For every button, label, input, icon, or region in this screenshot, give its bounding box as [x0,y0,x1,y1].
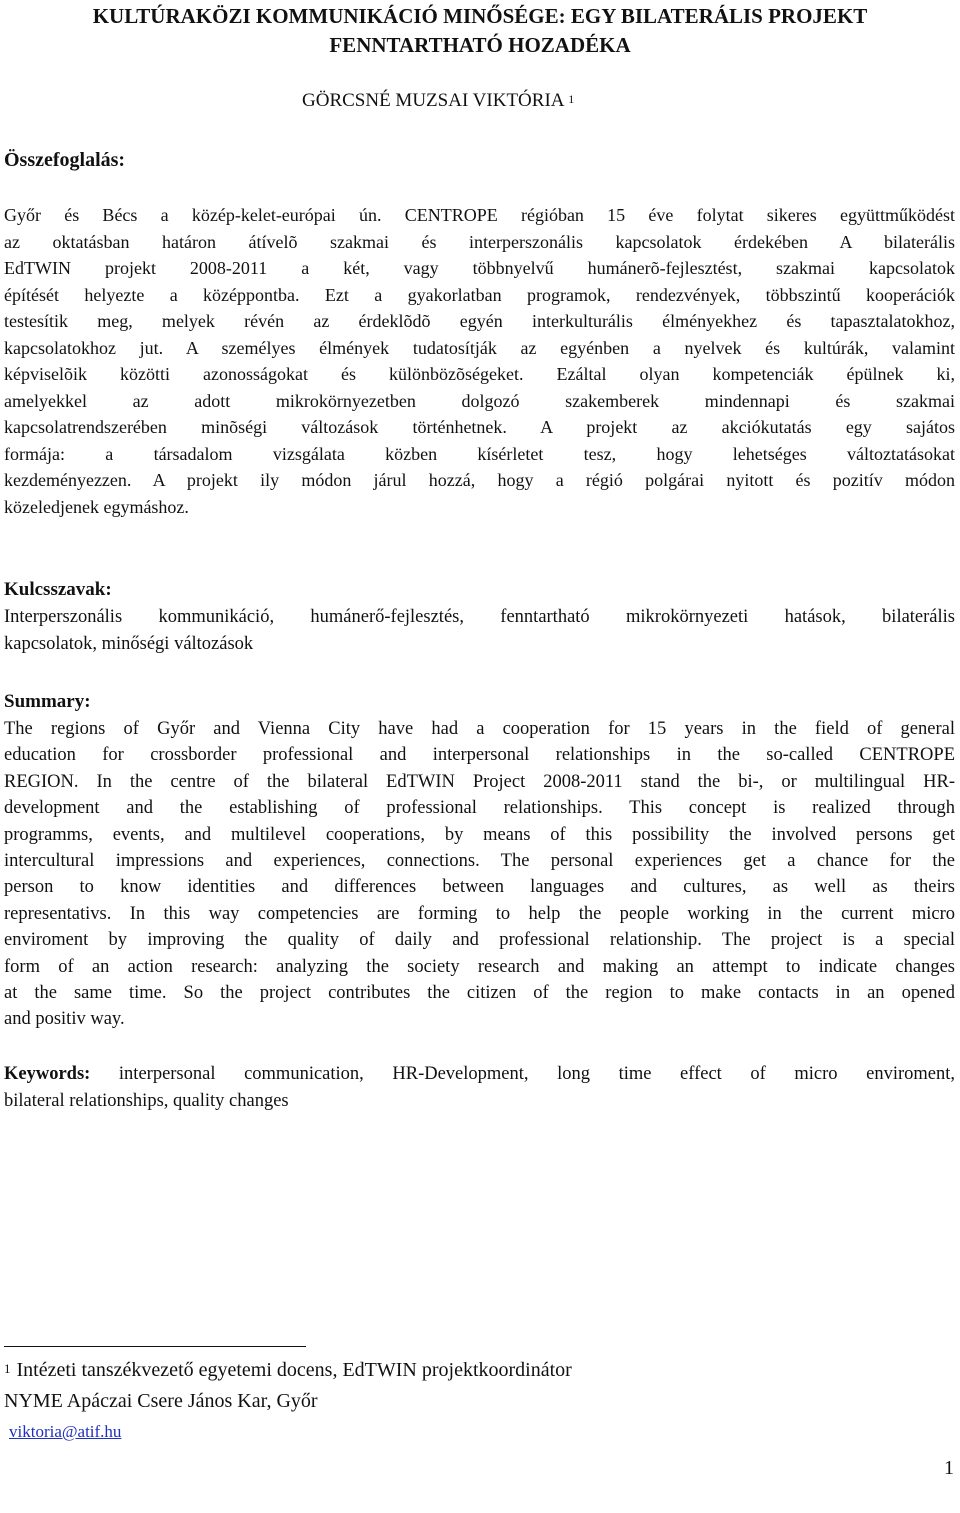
author-footnote-mark: 1 [568,92,575,106]
text-line: Interperszonális kommunikáció, humánerő-fejlesztés, fenntartható mikrokörnyezeti hatások, bilaterális [4,607,955,627]
text-line: The regions of Győr and Vienna City have had a cooperation for 15 years in the field of general [4,719,955,739]
abstract-hu-body [4,202,955,520]
text-line: and positiv way. [4,1009,125,1030]
text-line: REGION. In the centre of the bilateral EdTWIN Project 2008-2011 stand the bi-, or multilingual HR- [4,771,955,792]
keywords-en-text-1: interpersonal communication, HR-Development, long time effect of micro enviroment, [90,1064,955,1084]
abstract-hu-heading: Összefoglalás: [4,149,126,171]
text-line: development and the establishing of professional relationships. This concept is realized through [4,798,955,819]
author-name [302,88,574,114]
footnote-separator [4,1346,306,1347]
text-line: kapcsolatrendszerében minõségi változások történhetnek. A projekt az akciókutatás egy sajátos [4,417,955,437]
footnote-mark: 1 [4,1361,11,1376]
keywords-en-line-2: bilateral relationships, quality changes [4,1091,289,1111]
text-line: formája: a társadalom vizsgálata közben kísérletet tesz, hogy lehetséges változtatásokat [4,443,955,464]
text-line: az oktatásban határon átívelõ szakmai és interperszonális kapcsolatok érdekében A bilaterális [4,231,955,252]
text-line: képviselõik közötti azonosságokat és különbözõségeket. Ezáltal olyan kompetenciák épülnek ki, [4,364,955,384]
footnote-line-1 [4,1356,572,1385]
text-line: person to know identities and differences between languages and cultures, as well as theirs [4,877,955,898]
footnote-affiliation: Intézeti tanszékvezető egyetemi docens, EdTWIN projektkoordinátor [16,1359,572,1381]
text-line: közeledjenek egymáshoz. [4,496,189,517]
text-line: EdTWIN projekt 2008-2011 a két, vagy többnyelvű humánerõ-fejlesztést, szakmai kapcsolatok [4,258,955,278]
text-line: at the same time. So the project contributes the citizen of the region to make contacts in an opened [4,983,955,1004]
text-line: kezdeményezzen. A projekt ily módon járul hozzá, hogy a régió polgárai nyitott és pozitív módon [4,470,955,490]
page-number: 1 [944,1457,954,1479]
text-line: education for crossborder professional and interpersonal relationships in the so-called CENTROPE [4,745,955,766]
text-line: programms, events, and multilevel cooperations, by means of this possibility the involved persons get [4,824,955,845]
text-line: enviroment by improving the quality of daily and professional relationship. The project is a special [4,930,955,951]
text-line: intercultural impressions and experiences, connections. The personal experiences get a chance for the [4,851,955,872]
keywords-hu-body [4,604,955,658]
author-email-link[interactable]: viktoria@atif.hu [9,1422,122,1441]
keywords-en [4,1061,955,1115]
text-line: kapcsolatokhoz jut. A személyes élmények tudatosítják az egyénben a nyelvek és kultúrák, valamint [4,337,955,358]
text-line: form of an action research: analyzing the society research and making an attempt to indicate changes [4,956,955,977]
summary-en-heading: Summary: [4,691,91,712]
keywords-en-line-1 [4,1061,955,1088]
text-line: Győr és Bécs a közép-kelet-európai ún. CENTROPE régióban 15 éve folytat sikeres együttműködést [4,205,955,225]
keywords-en-label: Keywords: [4,1064,91,1084]
summary-en-body [4,716,955,1033]
keywords-hu-heading: Kulcsszavak: [4,579,112,600]
author-text: GÖRCSNÉ MUZSAI VIKTÓRIA [302,90,564,111]
text-line: representativs. In this way competencies are forming to help the people working in the current micro [4,903,955,924]
title-line-1: KULTÚRAKÖZI KOMMUNIKÁCIÓ MINŐSÉGE: EGY BILATERÁLIS PROJEKT [92,4,868,28]
footnote-line-2: NYME Apáczai Csere János Kar, Győr [4,1390,318,1412]
text-line: építését helyezte a középpontba. Ezt a gyakorlatban programok, rendezvények, többszintű kooperációk [4,284,955,305]
text-line: kapcsolatok, minőségi változások [4,634,254,654]
text-line: amelyekkel az adott mikrokörnyezetben dolgozó szakemberek mindennapi és szakmai [4,390,955,411]
paper-title [0,2,960,60]
text-line: testesítik meg, melyek révén az érdeklõdõ egyén interkulturális élményekhez és tapasztalatokhoz, [4,311,955,331]
title-line-2: FENNTARTHATÓ HOZADÉKA [329,33,631,57]
